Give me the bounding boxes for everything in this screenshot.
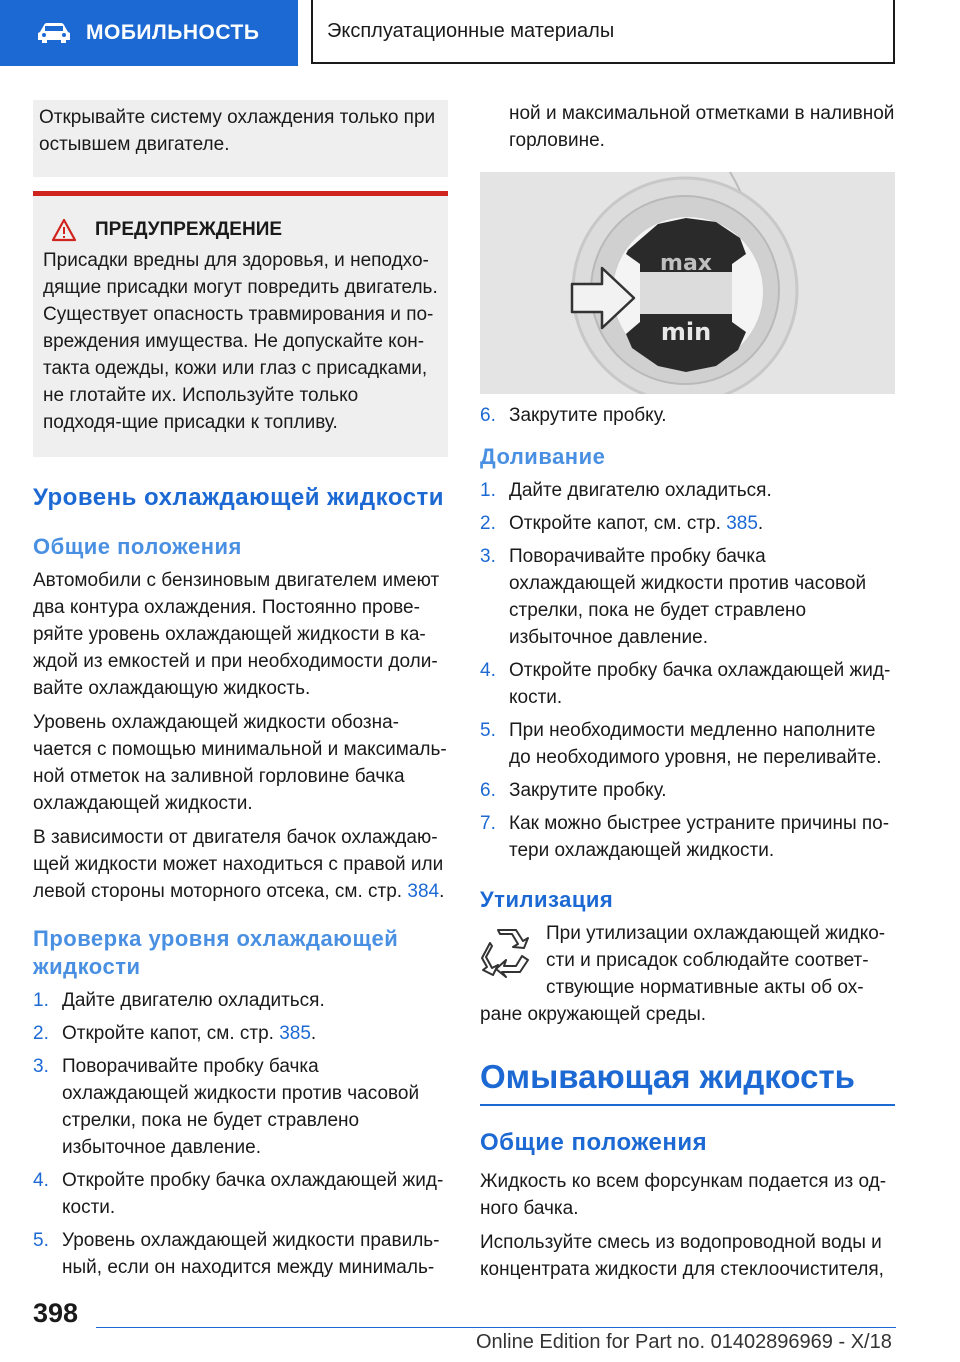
warning-box — [33, 191, 448, 457]
paragraph-washer-tank: Жидкость ко всем форсункам подается из од-ного бачка. — [480, 1171, 887, 1219]
check-steps-list — [33, 987, 448, 1281]
list-item: 1. Дайте двигателю охладиться. — [33, 990, 325, 1011]
section-tab-label: МОБИЛЬНОСТЬ — [86, 21, 260, 44]
page-link-385[interactable]: 385 — [279, 1023, 311, 1044]
note-box — [33, 100, 448, 177]
coolant-cap-illustration — [480, 172, 895, 394]
check-steps-continued — [480, 402, 895, 429]
paragraph-location: В зависимости от двигателя бачок охлаждаю-щей жидкости может находиться с правой или левой стороны моторного отсека, см. стр. 384. — [33, 827, 445, 902]
top-up-steps-list — [480, 477, 895, 864]
list-item: 1. Дайте двигателю охладиться. — [480, 480, 772, 501]
left-column — [33, 100, 448, 1287]
list-item: 4. Откройте пробку бачка охлаждающей жид-кости. — [480, 660, 891, 708]
paragraph-circuits: Автомобили с бензиновым двигателем имеют два контура охлаждения. Постоянно прове-ряйте уровень охлаждающей жидкости в ка-ждой из емкостей и при необходимости доли-вайте охлаждающую жидкость. — [33, 570, 440, 699]
heading-check-level: Проверка уровня охлаждающей жидкости — [33, 926, 399, 979]
paragraph-continued: ной и максимальной отметками в наливной горловине. — [509, 103, 895, 151]
page-header — [0, 0, 960, 66]
heading-top-up: Доливание — [480, 444, 606, 469]
paragraph-marks: Уровень охлаждающей жидкости обозна-чается с помощью минимальной и максималь-ной отметок на заливной горловине бачка охлаждающей жидкости. — [33, 712, 447, 814]
chapter-tab[interactable] — [311, 0, 895, 64]
footer-edition: Online Edition for Part no. 01402896969 - X/18 — [476, 1331, 892, 1353]
page-number: 398 — [33, 1298, 79, 1328]
list-item: 3. Поворачивайте пробку бачка охлаждающей жидкости против часовой стрелки, пока не будет стравлено избыточное давление. — [480, 546, 867, 648]
list-item: 2. Откройте капот, см. стр. 385. — [33, 1023, 317, 1044]
paragraph-washer-mix: Используйте смесь из водопроводной воды и концентрата жидкости для стеклоочистителя, — [480, 1232, 884, 1280]
heading-washer-fluid: Омывающая жидкость — [480, 1058, 895, 1106]
list-item: 4. Откройте пробку бачка охлаждающей жид-кости. — [33, 1170, 444, 1218]
heading-coolant-level: Уровень охлаждающей жидкости — [33, 484, 445, 511]
list-item: 5. Уровень охлаждающей жидкости правиль-ный, если он находится между минималь- — [33, 1230, 440, 1278]
page-link-384[interactable]: 384 — [407, 881, 440, 902]
max-mark-label: max — [660, 251, 712, 276]
footer-divider — [96, 1327, 896, 1328]
list-item: 3. Поворачивайте пробку бачка охлаждающей жидкости против часовой стрелки, пока не будет стравлено избыточное давление. — [33, 1056, 420, 1158]
warning-text: Присадки вредны для здоровья, и неподхо-дящие присадки могут повредить двигатель. Существует опасность травмирования и по-вреждения имущества. Не допускайте кон-такта одежды, кожи или глаз с присадками, не глотайте их. Используйте только подходя-щие присадки к топливу. — [43, 250, 438, 433]
heading-disposal: Утилизация — [480, 887, 614, 912]
chapter-tab-label: Эксплуатационные материалы — [327, 19, 615, 42]
list-item: 5. При необходимости медленно наполните до необходимого уровня, не переливайте. — [480, 720, 882, 768]
disposal-text: При утилизации охлаждающей жидко- сти и присадок соблюдайте соответ- ствующие нормативные акты об ох- ране окружающей среды. — [480, 923, 886, 1025]
warning-title: ПРЕДУПРЕЖДЕНИЕ — [95, 219, 283, 240]
heading-general: Общие положения — [33, 534, 242, 559]
min-mark-label: min — [660, 318, 712, 346]
note-text: Открывайте систему охлаждения только при остывшем двигателе. — [39, 107, 436, 155]
section-tab-mobility[interactable] — [0, 0, 298, 66]
right-column — [480, 100, 895, 1290]
warning-triangle-icon — [51, 218, 77, 242]
list-item: 6. Закрутите пробку. — [480, 780, 667, 801]
list-item: 7. Как можно быстрее устраните причины по-тери охлаждающей жидкости. — [480, 813, 890, 861]
car-icon — [36, 22, 72, 44]
recycle-icon — [480, 926, 532, 978]
disposal-block — [480, 920, 895, 1028]
list-item: 6. Закрутите пробку. — [480, 405, 667, 426]
list-item: 2. Откройте капот, см. стр. 385. — [480, 513, 764, 534]
page-link-385[interactable]: 385 — [726, 513, 758, 534]
heading-general-washer: Общие положения — [480, 1129, 708, 1156]
coolant-cap-figure — [480, 172, 895, 394]
warning-header — [43, 216, 438, 243]
